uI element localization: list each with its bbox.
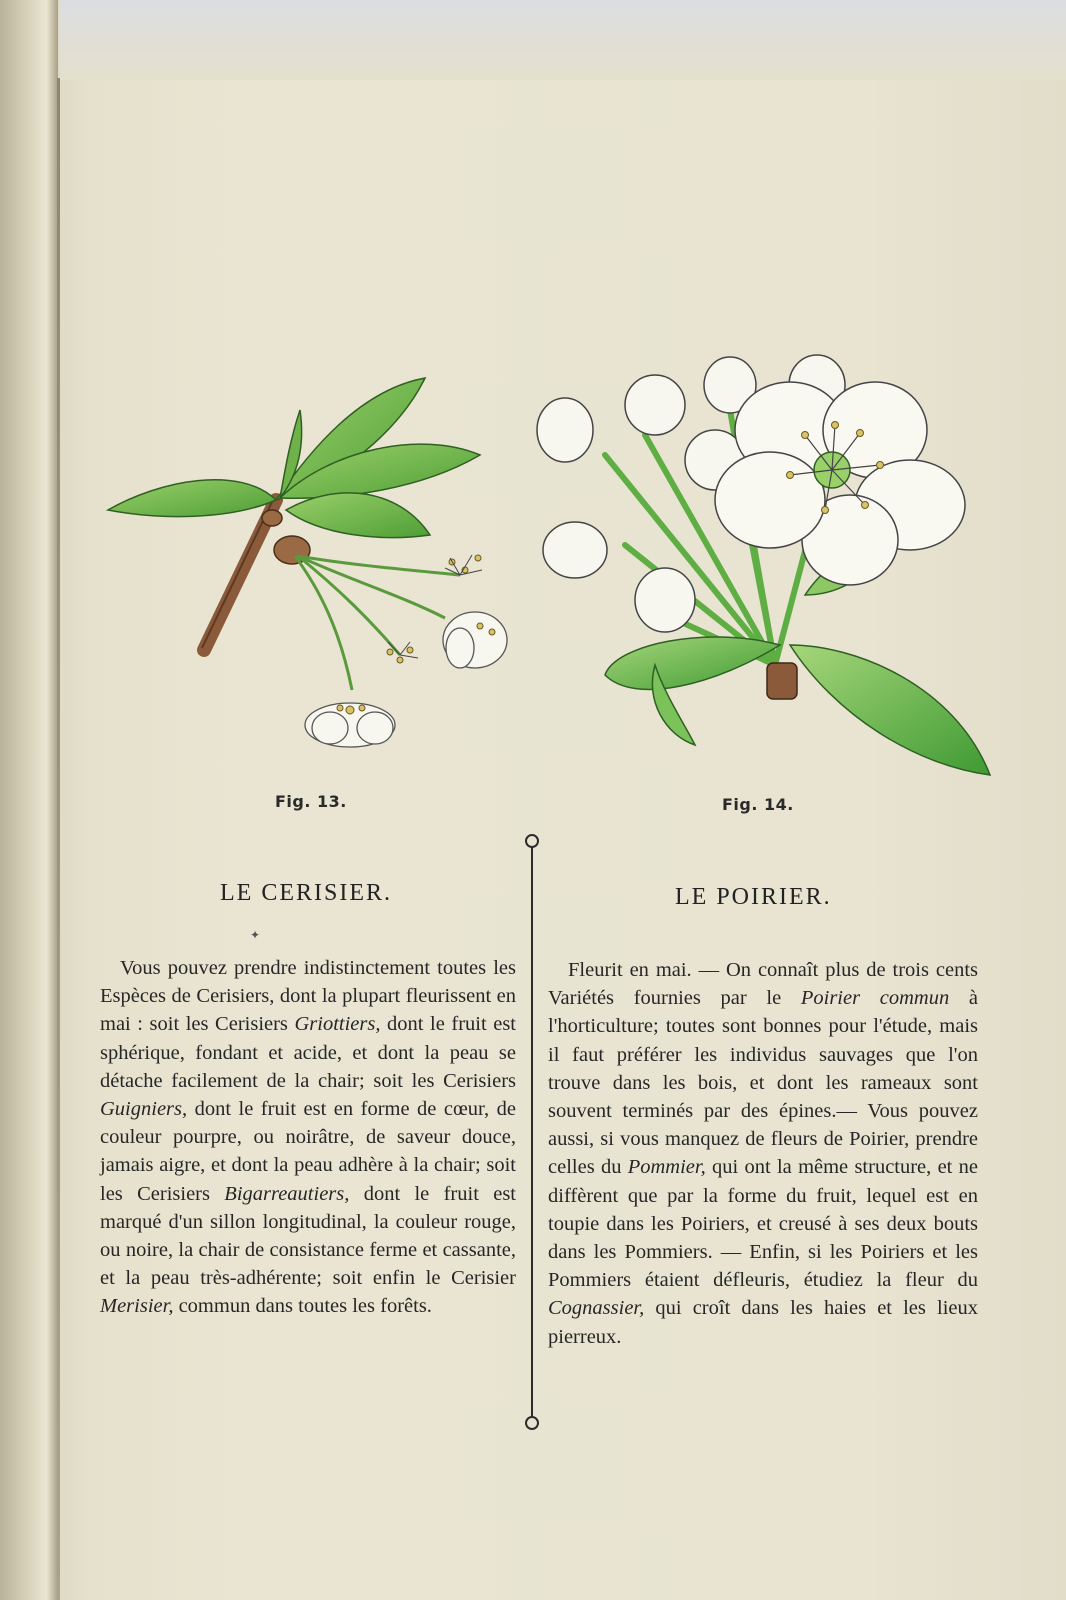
poirier-text: Fleurit en mai. — On connaît plus de trois cents Variétés fournies par le Poirier commun à l'horticulture; toutes sont bonnes pour l'étude, mais il faut préférer les individus sauvages que l'on trouve dans les bois, et dont les rameaux sont souvent terminés par des épines.— Vous pouvez aussi, si vous manquez de fleurs de Poirier, prendre celles du Pommier, qui ont la même structure, et ne diffèrent que par la forme du fruit, lequel est en toupie dans les Poiriers, et creusé à ses deux bouts dans les Pommiers. — Enfin, si les Poiriers et les Pommiers étaient défleuris, étudiez la fleur du Cognassier, qui croît dans les haies et les lieux pierreux. bbox=[548, 959, 978, 1348]
book-page bbox=[28, 0, 1066, 1600]
column-divider bbox=[531, 846, 533, 1418]
left-page-edge bbox=[0, 0, 58, 1600]
cerisier-text: Vous pouvez prendre indistinctement toutes les Espèces de Cerisiers, dont la plupart fleurissent en mai : soit les Cerisiers Griottiers, dont le fruit est sphérique, fondant et acide, et dont la peau se détache facilement de la chair; soit les Cerisiers Guigniers, dont le fruit est en forme de cœur, de couleur pourpre, ou noirâtre, de saveur douce, jamais aigre, et dont la peau adhère à la chair; soit les Cerisiers Bigarreautiers, dont le fruit est marqué d'un sillon longitudinal, la couleur rouge, ou noire, la chair de consistance ferme et cassante, et la peau très-adhérente; soit enfin le Cerisier Merisier, commun dans toutes les forêts. bbox=[100, 957, 516, 1318]
pear-blossom-branch-illustration bbox=[535, 345, 995, 785]
small-ornament: ✦ bbox=[250, 928, 261, 942]
book-gutter bbox=[57, 78, 60, 1600]
section-title-poirier: LE POIRIER. bbox=[675, 884, 832, 910]
divider-ornament-bottom bbox=[525, 1416, 539, 1430]
section-title-cerisier: LE CERISIER. bbox=[220, 880, 392, 906]
figure-caption-14: Fig. 14. bbox=[722, 795, 794, 814]
cherry-blossom-branch-illustration bbox=[100, 370, 530, 770]
background-shadow bbox=[60, 0, 1066, 80]
figure-caption-13: Fig. 13. bbox=[275, 792, 347, 811]
